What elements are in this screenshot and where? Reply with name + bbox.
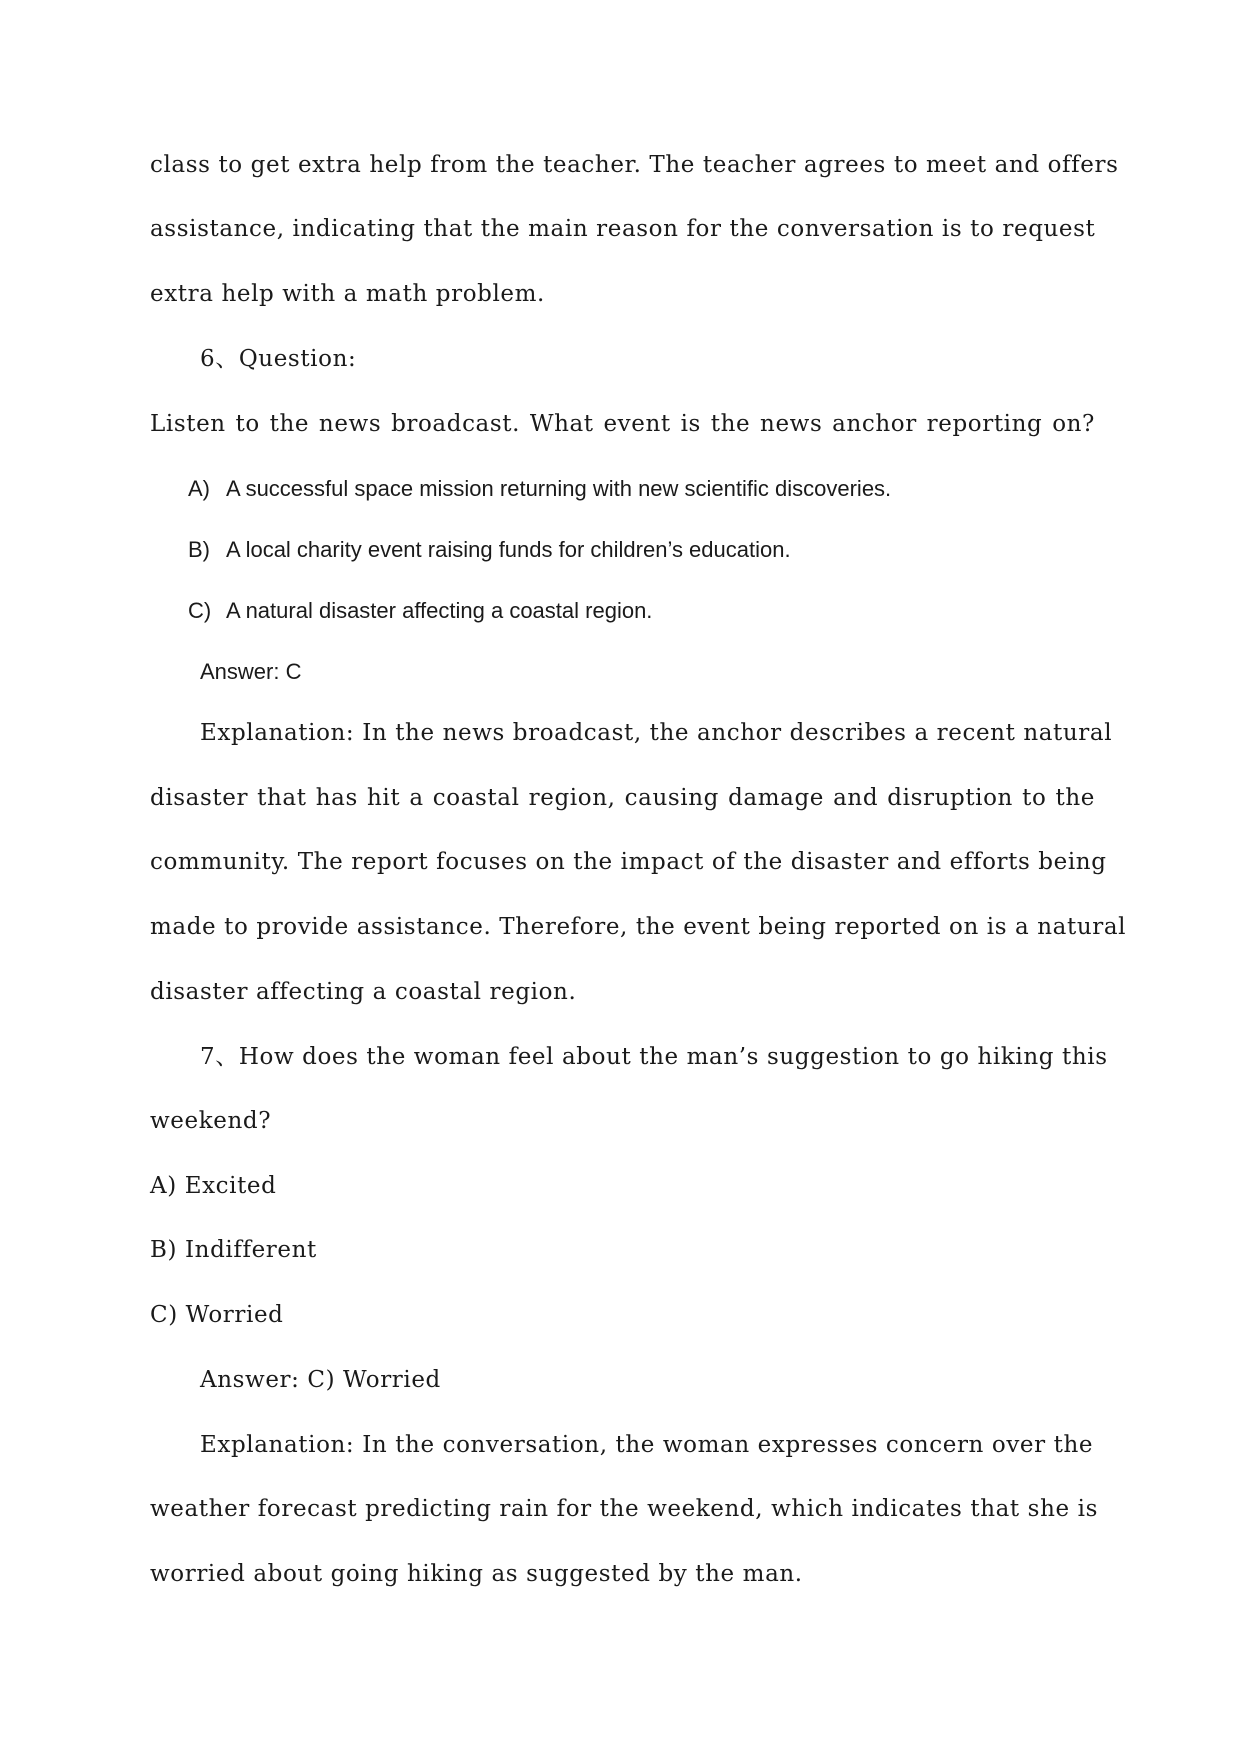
question-7-answer: Answer: C) Worried [200,1367,441,1393]
question-7-text-line-2: weekend? [150,1108,272,1134]
question-6-explanation-line-5: disaster affecting a coastal region. [150,979,577,1005]
question-7-explanation-line-3: worried about going hiking as suggested by the man. [150,1561,803,1587]
option-text: A successful space mission returning with new scientific discoveries. [226,476,892,501]
question-6-number: 6、Question: [200,346,357,372]
prev-explanation-line-2: assistance, indicating that the main reason for the conversation is to request [150,216,1096,242]
question-6-option-b [188,535,1133,565]
question-7-explanation-line-1: Explanation: In the conversation, the woman expresses concern over the [200,1432,1094,1458]
question-7-explanation-line-2: weather forecast predicting rain for the weekend, which indicates that she is [150,1496,1098,1522]
question-6-option-c [188,596,1133,626]
prev-explanation-line-3: extra help with a math problem. [150,281,545,307]
question-6-explanation-line-4: made to provide assistance. Therefore, the event being reported on is a natural [150,914,1127,940]
question-7-option-c: C) Worried [150,1302,284,1328]
question-7-text-line-1: 7、How does the woman feel about the man’s suggestion to go hiking this [200,1044,1108,1070]
question-6-explanation-line-1: Explanation: In the news broadcast, the anchor describes a recent natural [200,720,1113,746]
prev-explanation-line-1: class to get extra help from the teacher. The teacher agrees to meet and offers [150,152,1119,178]
question-6-explanation-line-3: community. The report focuses on the impact of the disaster and efforts being [150,849,1107,875]
question-7-option-b: B) Indifferent [150,1237,317,1263]
question-6-option-a [188,474,1133,504]
option-letter: A) [188,476,210,501]
question-6-prompt: Listen to the news broadcast. What event is the news anchor reporting on? [150,411,1095,437]
question-6-explanation-line-2: disaster that has hit a coastal region, causing damage and disruption to the [150,785,1095,811]
question-7-option-a: A) Excited [150,1173,277,1199]
option-text: A local charity event raising funds for children’s education. [226,537,791,562]
option-letter: B) [188,537,210,562]
option-letter: C) [188,598,212,623]
option-text: A natural disaster affecting a coastal region. [226,598,653,623]
question-6-answer: Answer: C [200,659,302,684]
